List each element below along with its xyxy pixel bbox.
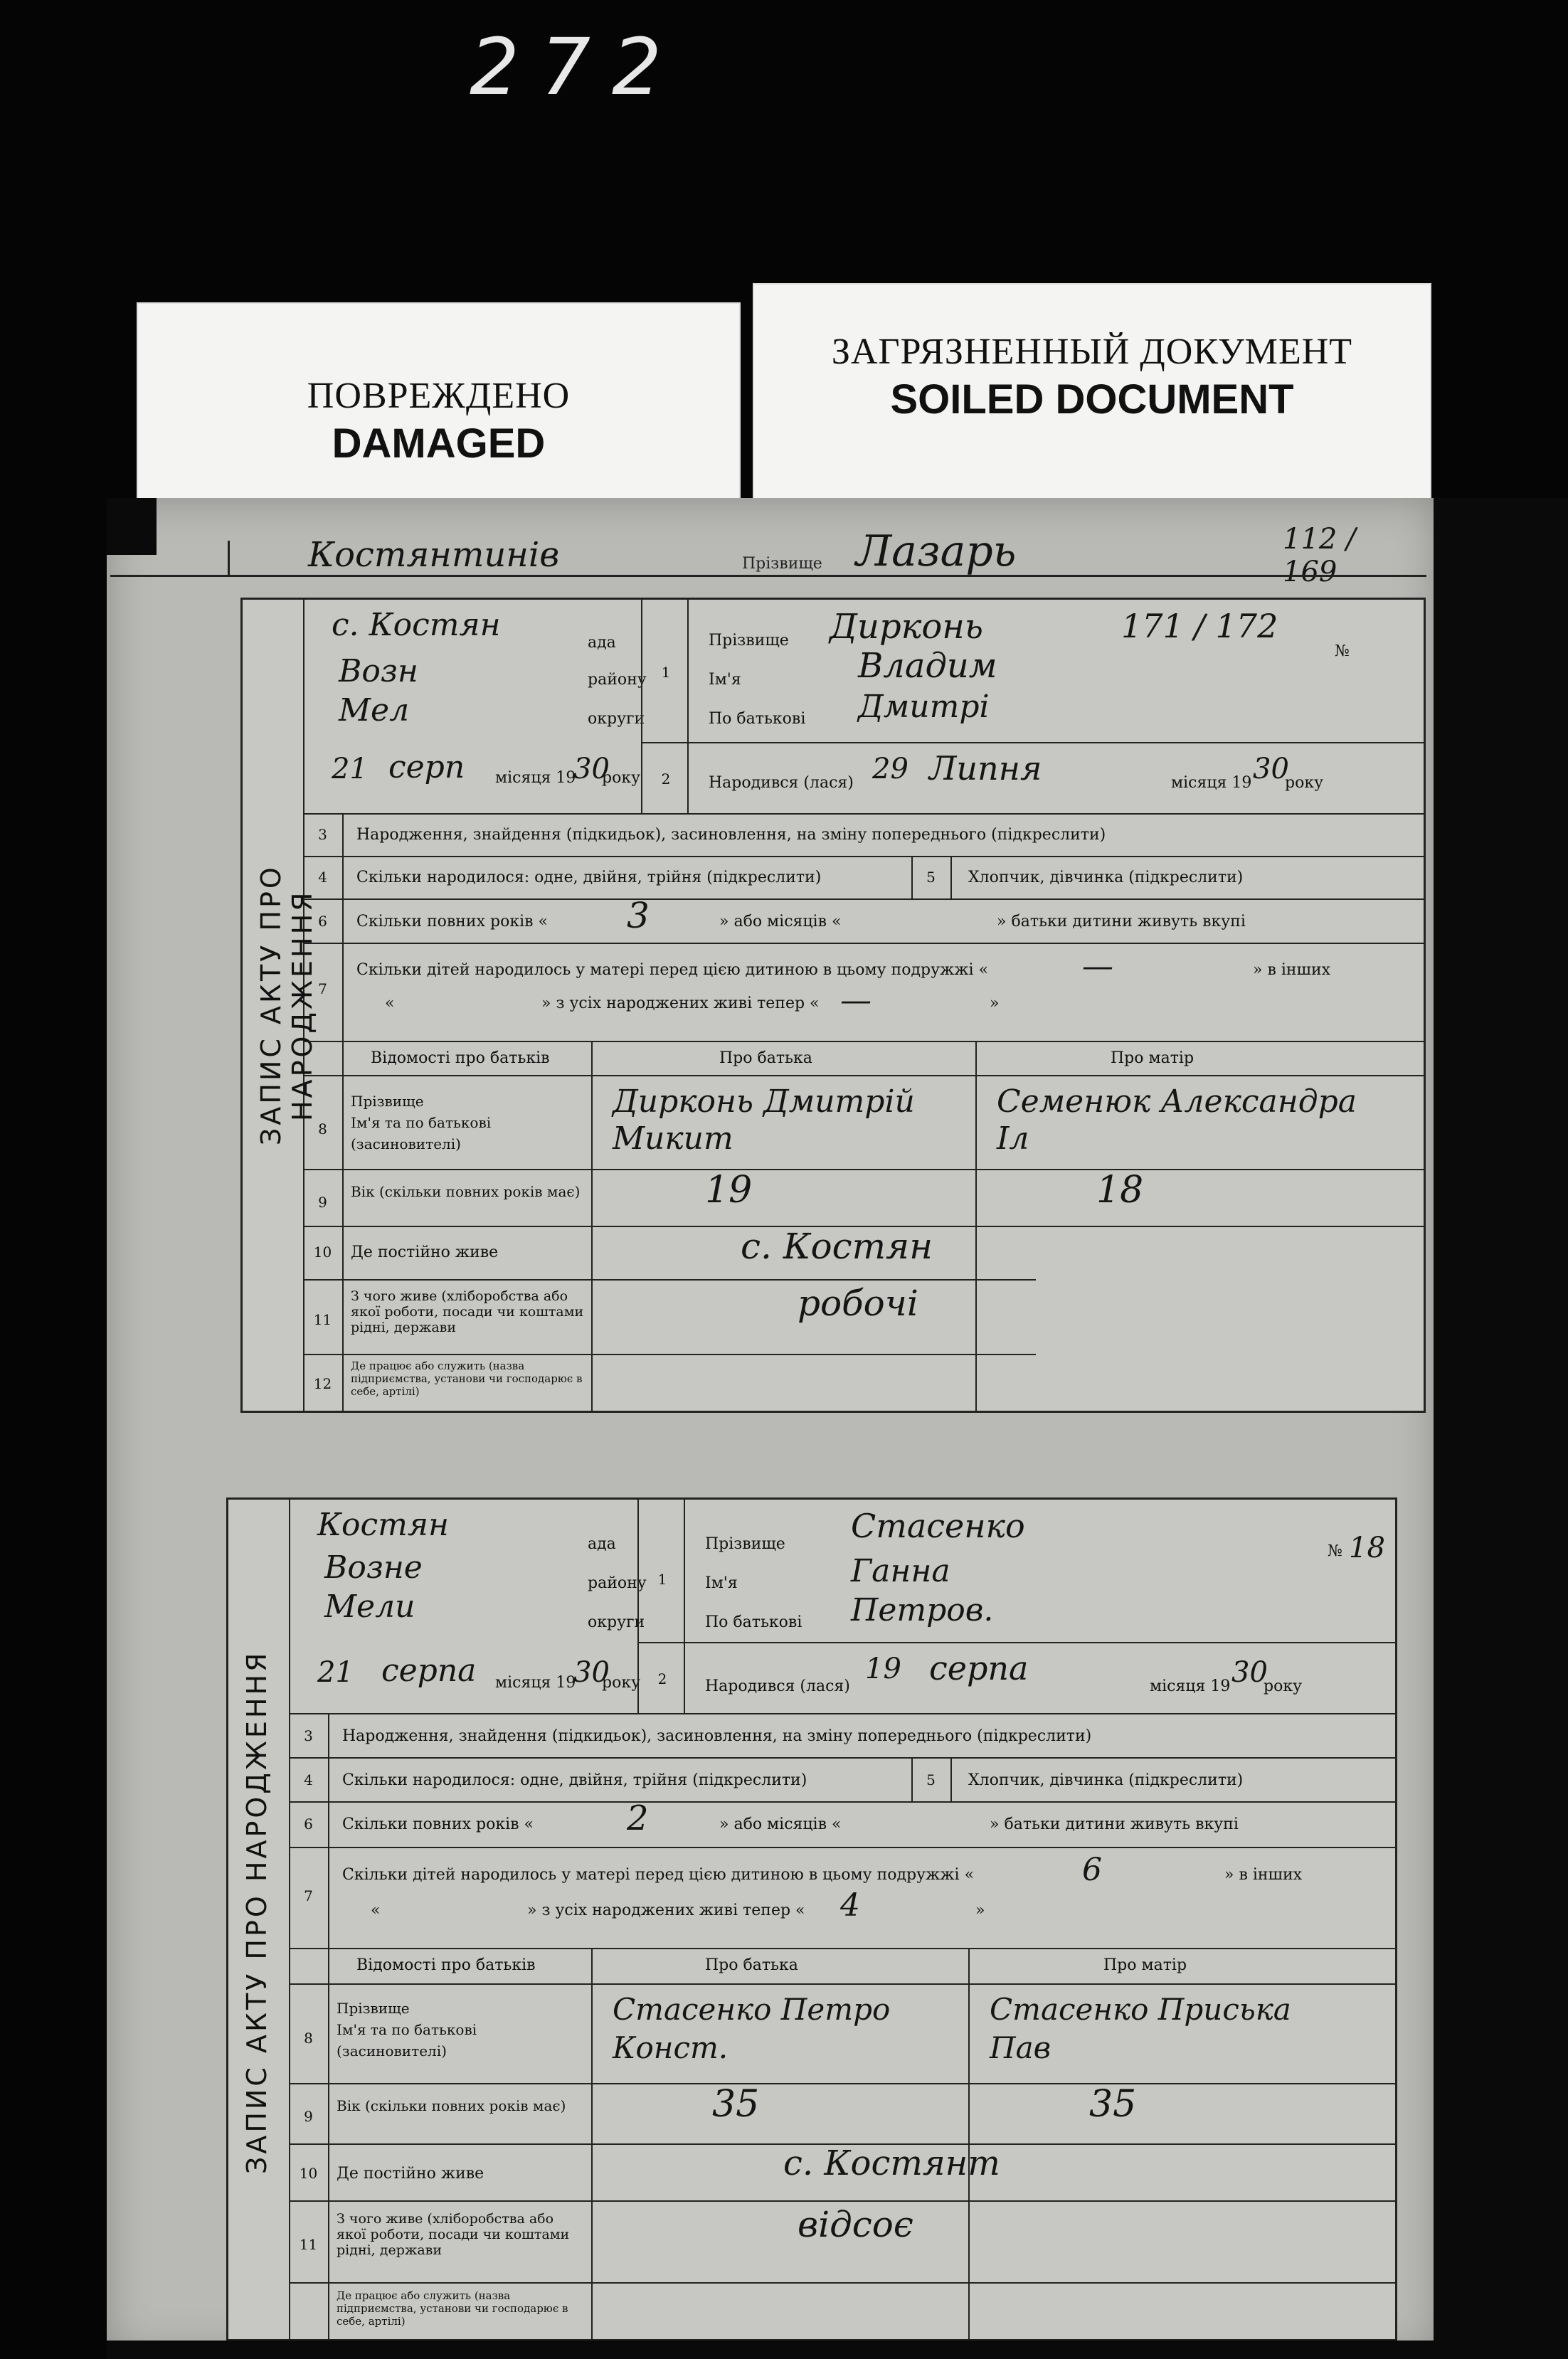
record-2-rule [289, 2083, 1395, 2084]
record-2-name-hw: Ганна [851, 1553, 950, 1589]
record-1-living-hw: — [840, 982, 872, 1019]
row-number-8: 8 [318, 1120, 327, 1138]
record-2-r11: З чого живе (хліборобства або якої роботи, посади чи коштами рідні, держави [337, 2211, 570, 2258]
record-1-father-age-hw: 19 [705, 1169, 753, 1212]
record-1-row7d: » з усіх народжених живі тепер « [541, 995, 820, 1012]
record-2-side-title: ЗАПИС АКТУ ПРО НАРОДЖЕННЯ [241, 1650, 272, 2175]
record-2-row7b: » в інших [1224, 1866, 1303, 1884]
top-strip-numbers: 112 / 169 [1283, 523, 1356, 588]
record-1-side-title: ЗАПИС АКТУ ПРО НАРОДЖЕННЯ [255, 864, 318, 1146]
birth-record-1 [240, 598, 1426, 1413]
record-1-prior-children-hw: — [1082, 948, 1113, 985]
record-2-no-label: № [1328, 1542, 1342, 1560]
record-2-month-hw: серпа [381, 1653, 477, 1689]
record-1-patronymic-label: По батькові [709, 710, 806, 728]
record-2-row7a: Скільки дітей народилось у матері перед цією дитиною в цьому подружжі « [342, 1866, 975, 1884]
record-1-year-hw: 30 [573, 753, 610, 785]
row-number-12: 12 [313, 1375, 332, 1392]
row-number-5: 5 [926, 869, 936, 886]
record-2-rule [289, 1983, 1395, 1985]
soiled-label [753, 283, 1431, 507]
record-1-r9: Вік (скільки повних років має) [351, 1183, 581, 1200]
record-1-born-month-hw: Липня [929, 749, 1042, 788]
row-number-7: 7 [304, 1887, 313, 1904]
record-1-name-hw: Владим [858, 646, 997, 686]
record-1-rule [303, 1041, 1424, 1042]
record-1-district-suffix: району [588, 671, 647, 689]
record-1-parents-info: Відомості про батьків [371, 1049, 550, 1067]
record-1-patronymic-hw: Дмитрі [858, 689, 990, 725]
record-1-row7e: » [990, 995, 1000, 1012]
record-2-row6b: » або місяців « [719, 1815, 842, 1833]
record-1-rule [303, 1279, 1036, 1281]
record-2-born-month-hw: серпа [929, 1649, 1029, 1687]
record-2-numcol [328, 1713, 329, 2339]
row-number-4: 4 [304, 1771, 313, 1788]
record-1-surname-hw: Дирконь [830, 607, 983, 647]
folio-number: 272 [470, 21, 683, 112]
row-number-2: 2 [657, 1670, 667, 1687]
record-1-rule [303, 1169, 1424, 1170]
record-1-divider [950, 856, 952, 898]
top-strip-rule [110, 575, 1426, 577]
record-2-rule [289, 1847, 1395, 1848]
row-number-8: 8 [304, 2030, 313, 2047]
record-1-okrug-hw: Мел [339, 692, 410, 728]
record-1-village-hw: с. Костян [332, 607, 501, 643]
record-2-born-year-label: року [1264, 1677, 1303, 1695]
record-2-year-hw: 30 [573, 1656, 610, 1689]
record-1-row6a: Скільки повних років « [356, 913, 548, 931]
sheet-bottom-edge [107, 2341, 1437, 2359]
record-2-born-label: Народився (лася) [705, 1677, 850, 1695]
row-number-10: 10 [313, 1244, 332, 1261]
top-strip-place: Костянтинів [308, 535, 560, 575]
record-1-years-together-hw: 3 [627, 895, 650, 936]
record-2-rule [289, 1713, 1395, 1714]
row-number-6: 6 [304, 1815, 313, 1833]
record-1-row7c: « [385, 995, 395, 1012]
record-2-father-name-hw: Стасенко Петро Конст. [613, 1992, 891, 2065]
record-2-month-label: місяця 19 [495, 1674, 576, 1692]
record-1-row5: Хлопчик, дівчинка (підкреслити) [968, 869, 1244, 886]
row-number-10: 10 [299, 2165, 318, 2182]
record-1-side [243, 600, 318, 1411]
damaged-label [137, 302, 741, 511]
record-2-district-suffix: району [588, 1574, 647, 1592]
record-1-father-name-hw: Дирконь Дмитрій Микит [613, 1083, 915, 1157]
record-2-living-hw: 4 [840, 1887, 860, 1924]
record-2-born-month-label: місяця 19 [1150, 1677, 1231, 1695]
record-1-residence-hw: с. Костян [741, 1226, 933, 1267]
row-number-9: 9 [304, 2108, 313, 2125]
record-2-rule [289, 1801, 1395, 1803]
record-1-divider [641, 600, 642, 813]
record-1-about-father: Про батька [719, 1049, 812, 1067]
record-2-row6c: » батьки дитини живуть вкупі [990, 1815, 1239, 1833]
row-number-1: 1 [661, 664, 671, 681]
record-1-r8: Прізвище Ім'я та по батькові (засиновителі) [351, 1093, 492, 1152]
record-2-okrug-suffix: округи [588, 1613, 645, 1631]
record-2-surname-label: Прізвище [705, 1535, 785, 1553]
record-1-name-label: Ім'я [709, 671, 741, 689]
row-number-11: 11 [299, 2236, 318, 2253]
record-1-day-hw: 21 [332, 753, 368, 785]
row-number-3: 3 [304, 1727, 313, 1744]
record-2-rule [289, 2200, 1395, 2202]
record-1-surname-label: Прізвище [709, 632, 789, 650]
record-1-rule [303, 813, 1424, 815]
record-2-rule [289, 2282, 1395, 2284]
record-2-row7d: » з усіх народжених живі тепер « [527, 1902, 805, 1919]
soiled-label-en: SOILED DOCUMENT [890, 376, 1294, 423]
record-1-rule [303, 898, 1424, 900]
record-1-rule [641, 742, 1424, 743]
record-2-r9: Вік (скільки повних років має) [337, 2097, 566, 2114]
record-1-village-suffix: ада [588, 634, 616, 652]
record-2-parents-info: Відомості про батьків [356, 1956, 536, 1974]
record-1-district-hw: Возн [339, 653, 418, 689]
record-1-rule [303, 943, 1424, 944]
row-number-4: 4 [318, 869, 327, 886]
record-1-year-label: року [602, 769, 641, 787]
row-number-5: 5 [926, 1771, 936, 1788]
record-2-divider [637, 1500, 639, 1713]
record-1-rule [303, 856, 1424, 857]
row-number-1: 1 [657, 1571, 667, 1588]
record-1-row7b: » в інших [1253, 961, 1331, 979]
record-1-born-day-hw: 29 [872, 753, 909, 785]
record-2-r10: Де постійно живе [337, 2165, 484, 2183]
record-2-about-father: Про батька [705, 1956, 798, 1974]
record-2-day-hw: 21 [317, 1656, 354, 1689]
record-1-row6b: » або місяців « [719, 913, 842, 931]
record-1-mother-name-hw: Семенюк Александра Іл [997, 1083, 1357, 1157]
sheet-corner [107, 498, 157, 555]
top-strip [228, 523, 1404, 588]
row-number-7: 7 [318, 980, 327, 997]
record-2-born-year-hw: 30 [1231, 1656, 1268, 1689]
record-2-occupation-hw: відсоє [798, 2204, 913, 2245]
damaged-label-en: DAMAGED [332, 420, 546, 467]
record-1-no-label: № [1335, 642, 1350, 660]
record-2-row5: Хлопчик, дівчинка (підкреслити) [968, 1771, 1244, 1789]
row-number-2: 2 [661, 770, 671, 788]
record-2-born-day-hw: 19 [865, 1653, 901, 1685]
record-2-patronymic-hw: Петров. [851, 1592, 994, 1628]
record-2-r8: Прізвище Ім'я та по батькові (засиновителі) [337, 2000, 477, 2060]
record-2-name-label: Ім'я [705, 1574, 738, 1592]
record-2-about-mother: Про матір [1103, 1956, 1187, 1974]
record-1-numcol [342, 813, 344, 1411]
record-2-rule [637, 1642, 1395, 1643]
record-1-row6c: » батьки дитини живуть вкупі [997, 913, 1246, 931]
record-1-r10: Де постійно живе [351, 1244, 499, 1261]
top-strip-surname-label: Прізвище [742, 555, 822, 573]
birth-record-2 [226, 1497, 1397, 2341]
damaged-label-ua: ПОВРЕЖДЕНО [307, 376, 571, 416]
record-1-row7a: Скільки дітей народилось у матері перед цією дитиною в цьому подружжі « [356, 961, 989, 979]
row-number-9: 9 [318, 1194, 327, 1211]
record-2-row7c: « [371, 1902, 381, 1919]
record-1-row4: Скільки народилося: одне, двійня, трійня (підкреслити) [356, 869, 822, 886]
top-strip-surname: Лазарь [856, 526, 1017, 576]
record-1-born-label: Народився (лася) [709, 774, 854, 792]
record-2-residence-hw: с. Костянт [783, 2143, 1000, 2183]
record-1-divider [687, 600, 689, 813]
record-1-born-year-hw: 30 [1253, 753, 1289, 785]
record-2-district-hw: Возне [324, 1549, 423, 1586]
record-2-village-suffix: ада [588, 1535, 616, 1553]
soiled-label-ru: ЗАГРЯЗНЕННЫЙ ДОКУМЕНТ [831, 332, 1353, 372]
record-2-divider [950, 1757, 952, 1801]
record-2-number-hw: 18 [1349, 1532, 1385, 1564]
record-1-about-mother: Про матір [1111, 1049, 1194, 1067]
record-2-r12: Де працює або служить (назва підприємства, установи чи господарює в себе, артілі) [337, 2289, 568, 2328]
record-2-patronymic-label: По батькові [705, 1613, 802, 1631]
record-1-month-hw: серп [388, 749, 465, 785]
record-1-rule [303, 1075, 1424, 1076]
record-2-row4: Скільки народилося: одне, двійня, трійня (підкреслити) [342, 1771, 807, 1789]
record-2-row3: Народження, знайдення (підкидьок), засиновлення, на зміну попереднього (підкреслити) [342, 1727, 1092, 1745]
record-2-prior-children-hw: 6 [1082, 1852, 1102, 1888]
record-1-occupation-hw: робочі [798, 1283, 918, 1324]
record-1-number-hw: 171 / 172 [1121, 607, 1278, 645]
row-number-3: 3 [318, 826, 327, 843]
record-1-born-year-label: року [1285, 774, 1324, 792]
record-2-side [228, 1500, 290, 2339]
record-2-years-together-hw: 2 [627, 1798, 649, 1838]
record-1-row3: Народження, знайдення (підкидьок), засиновлення, на зміну попереднього (підкреслити) [356, 826, 1106, 844]
record-1-r11: З чого живе (хліборобства або якої роботи, посади чи коштами рідні, держави [351, 1288, 584, 1335]
record-2-rule [289, 1757, 1395, 1759]
sheet-right-edge [1434, 498, 1568, 2359]
record-1-r12: Де працює або служить (назва підприємства, установи чи господарює в себе, артілі) [351, 1359, 583, 1398]
record-2-okrug-hw: Мели [324, 1589, 415, 1625]
record-2-row7e: » [975, 1902, 985, 1919]
record-2-mother-age-hw: 35 [1089, 2083, 1137, 2126]
record-2-father-age-hw: 35 [712, 2083, 760, 2126]
record-1-born-month-label: місяця 19 [1171, 774, 1252, 792]
record-2-divider [684, 1500, 685, 1713]
record-2-header [289, 1500, 1395, 1713]
record-1-mother-age-hw: 18 [1096, 1169, 1144, 1212]
record-1-rule [303, 1354, 1036, 1355]
row-number-6: 6 [318, 913, 327, 930]
record-2-rule [289, 1948, 1395, 1949]
record-2-surname-hw: Стасенко [851, 1507, 1025, 1545]
record-2-village-hw: Костян [317, 1507, 450, 1543]
row-number-11: 11 [313, 1311, 332, 1328]
record-1-month-label: місяця 19 [495, 769, 576, 787]
record-2-mother-name-hw: Стасенко Приська Пав [990, 1992, 1291, 2065]
record-1-okrug-suffix: округи [588, 710, 645, 728]
record-2-row6a: Скільки повних років « [342, 1815, 534, 1833]
record-1-header [303, 600, 1424, 813]
record-2-year-label: року [602, 1674, 641, 1692]
